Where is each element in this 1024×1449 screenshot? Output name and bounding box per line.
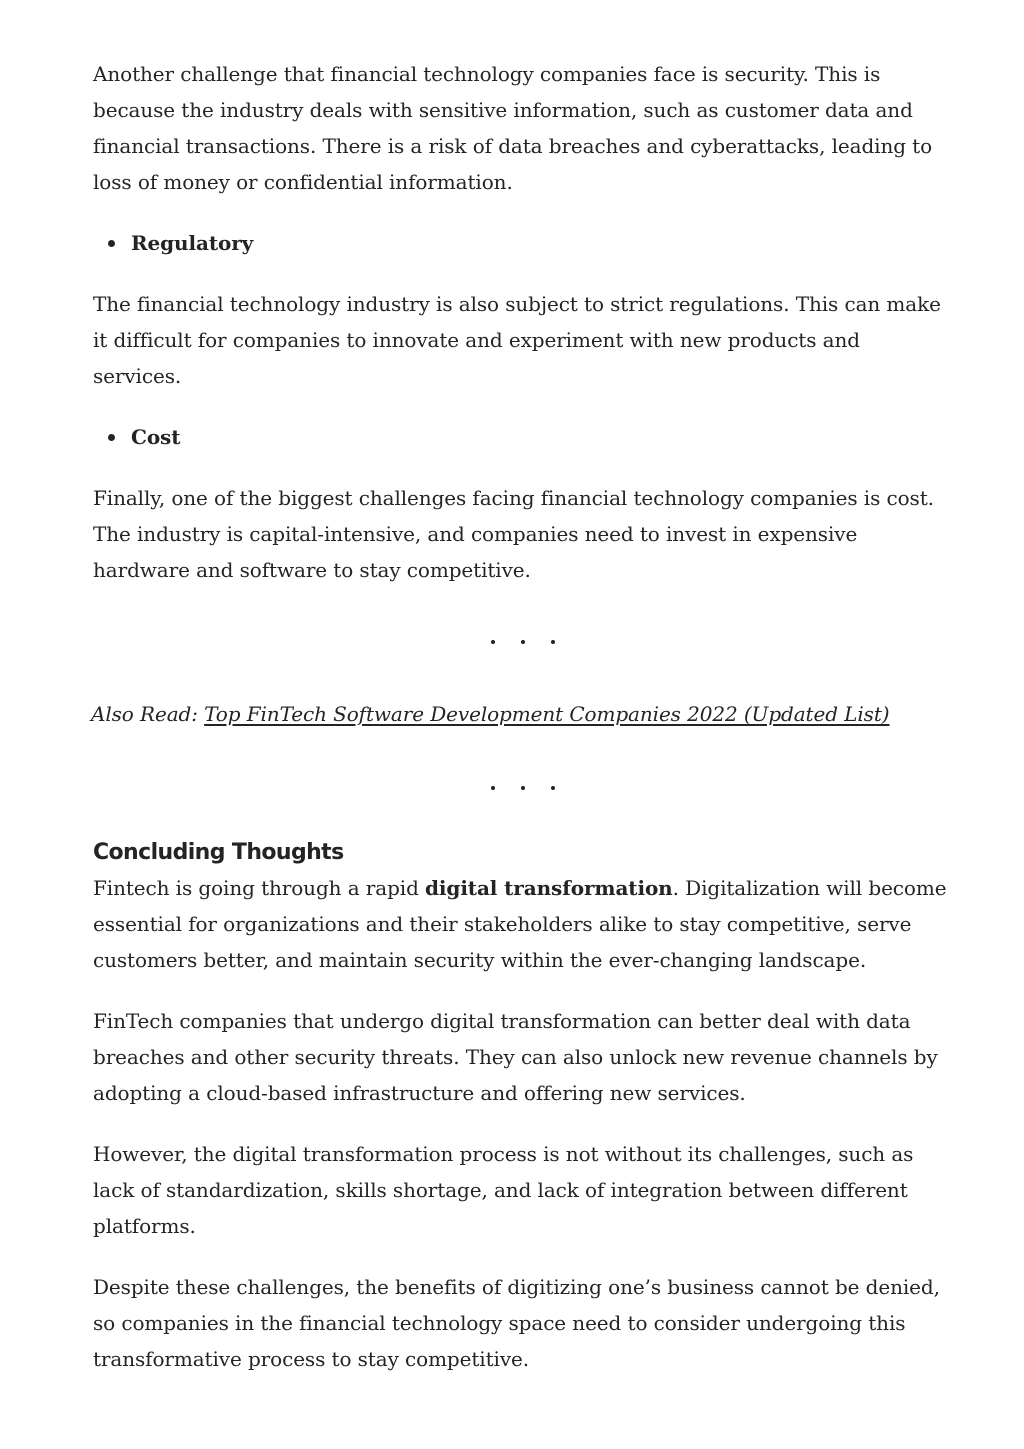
separator-dot-icon	[521, 640, 525, 644]
regulatory-paragraph: The financial technology industry is also subject to strict regulations. This can make it difficult for companies to innovate and experiment with new products and services.	[93, 292, 941, 388]
conclusion-paragraph-3: However, the digital transformation process is not without its challenges, such as lack of standardization, skills shortage, and lack of integration between different platforms.	[93, 1142, 914, 1238]
bullet-list-cost	[93, 419, 953, 455]
article-body	[93, 56, 953, 1377]
conclusion-p1-bold: digital transformation	[425, 876, 673, 900]
separator-dot-icon	[521, 786, 525, 790]
conclusion-p1-before: Fintech is going through a rapid	[93, 876, 426, 900]
also-read-line	[91, 696, 953, 732]
bullet-item-cost	[131, 419, 953, 455]
conclusion-p1-after: . Digitalization will become essential for organizations and their stakeholders alike to stay competitive, serve customers better, and maintain security within the ever-changing landscape.	[93, 876, 947, 972]
bullet-list-regulatory	[93, 225, 953, 261]
bullet-label-cost: Cost	[131, 425, 181, 449]
separator-dot-icon	[491, 640, 495, 644]
bullet-dot-icon	[108, 434, 115, 441]
bullet-item-regulatory	[131, 225, 953, 261]
separator-dot-icon	[491, 786, 495, 790]
concluding-thoughts-heading: Concluding Thoughts	[93, 840, 344, 865]
also-read-link[interactable]: Top FinTech Software Development Companies 2022 (Updated List)	[204, 702, 890, 726]
conclusion-paragraph-1	[93, 870, 953, 978]
conclusion-paragraph-4: Despite these challenges, the benefits of digitizing one’s business cannot be denied, so companies in the financial technology space need to consider undergoing this transformative process to stay competitive.	[93, 1275, 940, 1371]
cost-paragraph: Finally, one of the biggest challenges facing financial technology companies is cost. The industry is capital-intensive, and companies need to invest in expensive hardware and software to stay competitive.	[93, 486, 934, 582]
bullet-dot-icon	[108, 240, 115, 247]
section-separator	[93, 638, 953, 646]
also-read-label: Also Read:	[91, 702, 205, 726]
separator-dot-icon	[551, 786, 555, 790]
conclusion-paragraph-2: FinTech companies that undergo digital transformation can better deal with data breaches and other security threats. They can also unlock new revenue channels by adopting a cloud-based infrastructure and offering new services.	[93, 1009, 938, 1105]
separator-dot-icon	[551, 640, 555, 644]
bullet-label-regulatory: Regulatory	[131, 231, 254, 255]
security-paragraph: Another challenge that financial technology companies face is security. This is because the industry deals with sensitive information, such as customer data and financial transactions. There is a risk of data breaches and cyberattacks, leading to loss of money or confidential information.	[93, 62, 933, 194]
section-separator	[93, 784, 953, 792]
